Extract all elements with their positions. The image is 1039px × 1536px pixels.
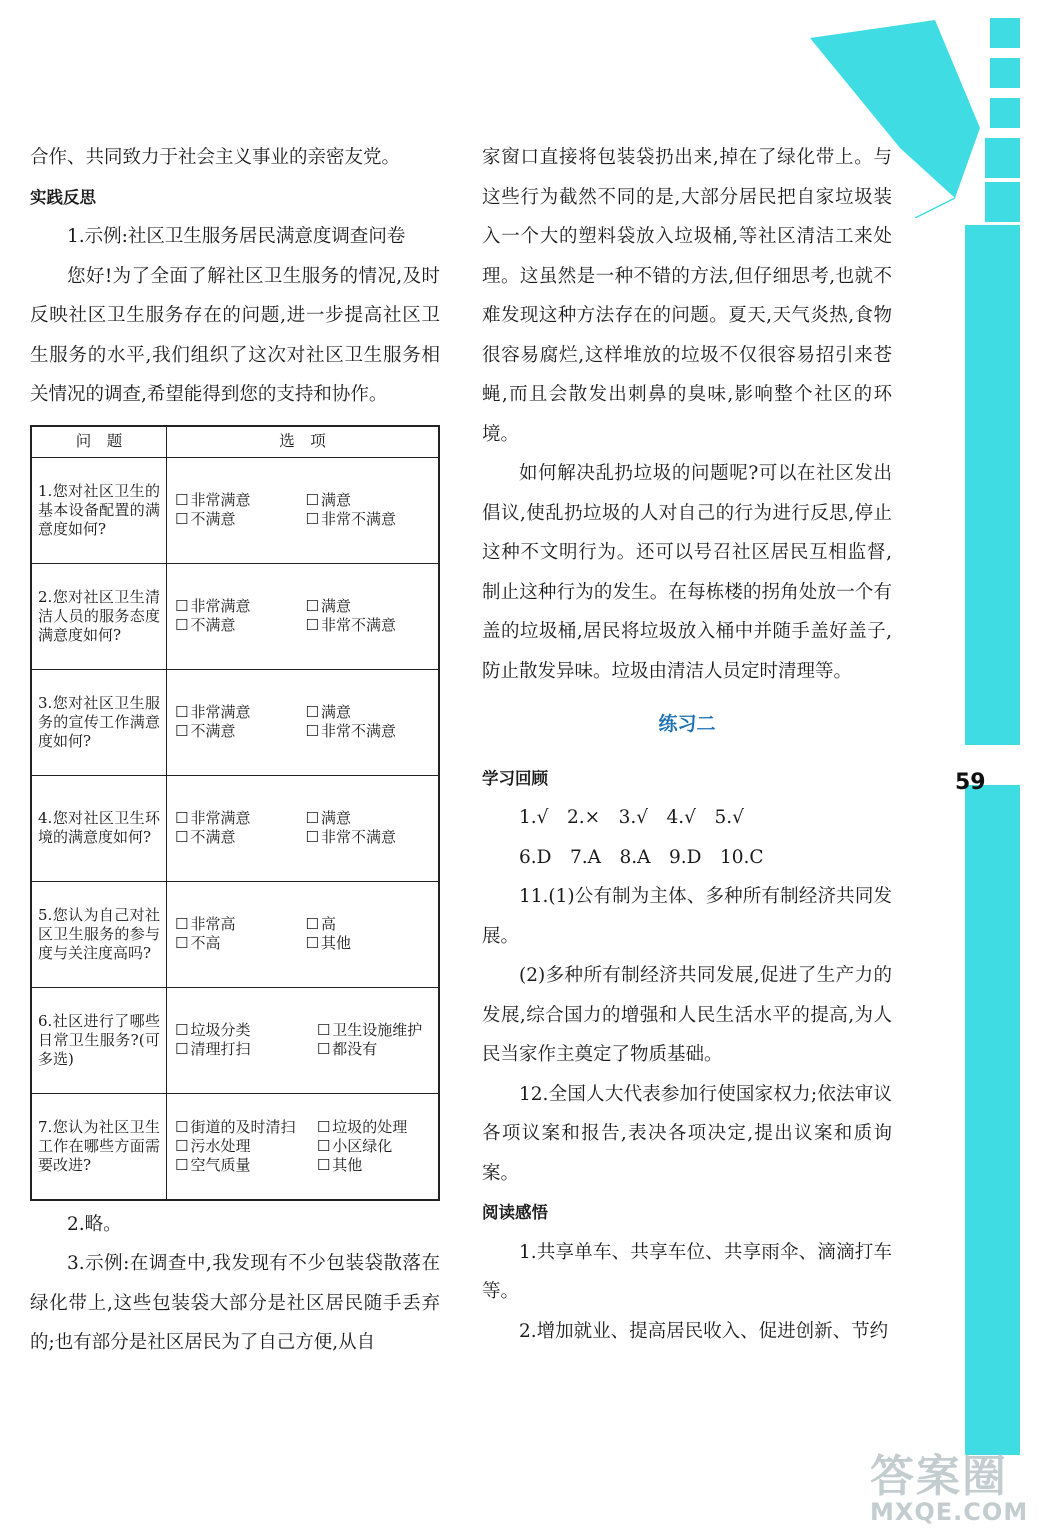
checkbox-option: ☐ 不满意 [175,722,300,741]
question-cell: 1.您对社区卫生的基本设备配置的满意度如何? [31,457,167,563]
checkbox-option: ☐ 高 [306,915,431,934]
table-row [31,987,439,1093]
checkbox-option: ☐ 非常不满意 [306,510,431,529]
options-cell [167,775,440,881]
checkbox-option: ☐ 非常不满意 [306,828,431,847]
watermark-line-1: 答案圈 [870,1451,1008,1502]
checkbox-option: ☐ 空气质量 [175,1156,311,1175]
watermark-line-2: MXQE.COM [870,1498,1029,1526]
table-row [31,563,439,669]
right-paragraph-5: 12.全国人大代表参加行使国家权力;依法审议各项议案和报告,表决各项决定,提出议案和质询案。 [482,1083,892,1184]
left-paragraph-2: 1.示例:社区卫生服务居民满意度调查问卷 [67,226,406,247]
deco-band-top [965,225,1020,745]
heading-reading-insight: 阅读感悟 [482,1203,548,1222]
right-paragraph-7: 2.增加就业、提高居民收入、促进创新、节约 [519,1320,889,1342]
question-cell: 5.您认为自己对社区卫生服务的参与度与关注度高吗? [31,881,167,987]
section-title: 练习二 [658,713,716,735]
checkbox-option: ☐ 不满意 [175,510,300,529]
right-paragraph-3: 11.(1)公有制为主体、多种所有制经济共同发展。 [482,886,892,947]
checkbox-option: ☐ 不满意 [175,828,300,847]
deco-band-bottom [965,785,1020,1455]
left-paragraph-1: 合作、共同致力于社会主义事业的亲密友党。 [30,147,401,168]
checkbox-option: ☐ 污水处理 [175,1137,311,1156]
survey-table-header [31,426,439,458]
answers-line-1: 1.√ 2.× 3.√ 4.√ 5.√ [519,807,744,828]
checkbox-option: ☐ 非常不满意 [306,722,431,741]
table-row [31,881,439,987]
checkbox-option: ☐ 不满意 [175,616,300,635]
checkbox-option: ☐ 都没有 [317,1040,430,1059]
header-options: 选 项 [167,426,440,458]
left-paragraph-4: 2.略。 [67,1213,122,1235]
options-cell [167,563,440,669]
options-cell [167,987,440,1093]
deco-bar-5 [985,182,1020,222]
checkbox-option: ☐ 非常满意 [175,597,300,616]
checkbox-option: ☐ 满意 [306,597,431,616]
left-column [30,138,440,1363]
table-row [31,775,439,881]
question-cell: 4.您对社区卫生环境的满意度如何? [31,775,167,881]
checkbox-option: ☐ 小区绿化 [317,1137,430,1156]
table-row [31,1093,439,1200]
checkbox-option: ☐ 非常满意 [175,809,300,828]
deco-bar-1 [990,18,1020,48]
deco-bar-3 [990,98,1020,128]
question-cell: 7.您认为社区卫生工作在哪些方面需要改进? [31,1093,167,1200]
checkbox-option: ☐ 其他 [317,1156,430,1175]
right-column [482,138,892,1351]
checkbox-option: ☐ 垃圾的处理 [317,1118,430,1137]
table-row [31,669,439,775]
deco-bar-4 [985,138,1020,178]
heading-practice-reflection: 实践反思 [30,187,96,207]
checkbox-option: ☐ 垃圾分类 [175,1021,311,1040]
right-paragraph-1: 家窗口直接将包装袋扔出来,掉在了绿化带上。与这些行为截然不同的是,大部分居民把自家垃圾装入一个大的塑料袋放入垃圾桶,等社区清洁工来处理。这虽然是一种不错的方法,但仔细思考,也就不难发现这种方法存在的问题。夏天,天气炎热,食物很容易腐烂,这样堆放的垃圾不仅很容易招引来苍蝇,而且会散发出刺鼻的臭味,影响整个社区的环境。 [482,147,892,445]
right-paragraph-2: 如何解决乱扔垃圾的问题呢?可以在社区发出倡议,使乱扔垃圾的人对自己的行为进行反思,停止这种不文明行为。还可以号召社区居民互相监督,制止这种行为的发生。在每栋楼的拐角处放一个有盖的垃圾桶,居民将垃圾放入桶中并随手盖好盖子,防止散发异味。垃圾由清洁人员定时清理等。 [482,463,892,682]
right-paragraph-6: 1.共享单车、共享车位、共享雨伞、滴滴打车等。 [482,1241,892,1302]
heading-study-review: 学习回顾 [482,768,548,788]
checkbox-option: ☐ 街道的及时清扫 [175,1118,311,1137]
question-cell: 6.社区进行了哪些日常卫生服务?(可多选) [31,987,167,1093]
options-cell [167,1093,440,1200]
table-row [31,457,439,563]
checkbox-option: ☐ 满意 [306,491,431,510]
checkbox-option: ☐ 其他 [306,934,431,953]
header-question: 问 题 [31,426,167,458]
checkbox-option: ☐ 卫生设施维护 [317,1021,430,1040]
answers-line-2: 6.D 7.A 8.A 9.D 10.C [519,846,764,868]
checkbox-option: ☐ 非常高 [175,915,300,934]
options-cell [167,669,440,775]
watermark-logo [870,1440,1030,1530]
question-cell: 3.您对社区卫生服务的宣传工作满意度如何? [31,669,167,775]
left-paragraph-3: 您好!为了全面了解社区卫生服务的情况,及时反映社区卫生服务存在的问题,进一步提高社区卫生服务的水平,我们组织了这次对社区卫生服务相关情况的调查,希望能得到您的支持和协作。 [30,265,440,405]
checkbox-option: ☐ 非常不满意 [306,616,431,635]
checkbox-option: ☐ 满意 [306,703,431,722]
checkbox-option: ☐ 清理打扫 [175,1040,311,1059]
checkbox-option: ☐ 满意 [306,809,431,828]
survey-table [30,425,440,1201]
page-number: 59 [955,770,986,795]
question-cell: 2.您对社区卫生清洁人员的服务态度满意度如何? [31,563,167,669]
right-paragraph-4: (2)多种所有制经济共同发展,促进了生产力的发展,综合国力的增强和人民生活水平的提高,为人民当家作主奠定了物质基础。 [482,965,892,1065]
left-paragraph-5: 3.示例:在调查中,我发现有不少包装袋散落在绿化带上,这些包装袋大部分是社区居民随手丢弃的;也有部分是社区居民为了自己方便,从自 [30,1253,440,1353]
checkbox-option: ☐ 不高 [175,934,300,953]
checkbox-option: ☐ 非常满意 [175,703,300,722]
checkbox-option: ☐ 非常满意 [175,491,300,510]
deco-bar-2 [990,58,1020,88]
options-cell [167,457,440,563]
options-cell [167,881,440,987]
